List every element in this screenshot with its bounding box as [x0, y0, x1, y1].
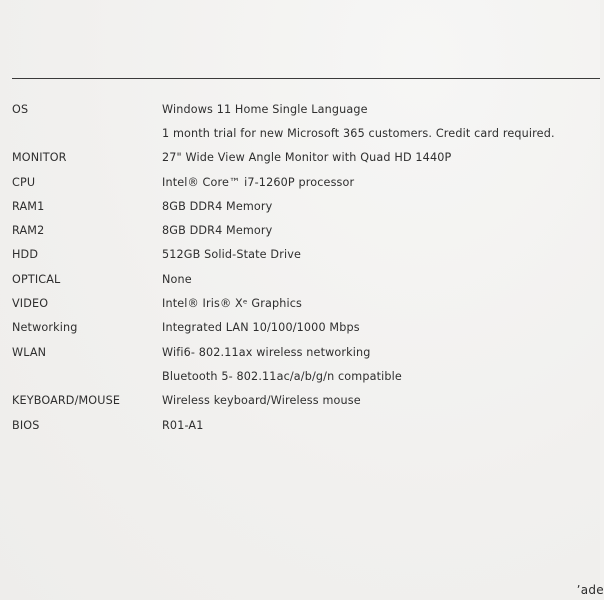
spec-row-hdd	[12, 243, 600, 267]
spec-value: Wifi6- 802.11ax wireless networking	[162, 345, 371, 359]
spec-label: OPTICAL	[12, 272, 61, 286]
spec-row-optical	[12, 267, 600, 291]
spec-value: Intel® Iris® Xᵉ Graphics	[162, 297, 302, 311]
spec-row-monitor	[12, 146, 600, 170]
spec-row-ram2	[12, 218, 600, 242]
spec-label: CPU	[12, 175, 36, 189]
spec-label: MONITOR	[12, 151, 67, 165]
spec-row-networking	[12, 316, 600, 340]
spec-value: R01-A1	[162, 418, 204, 432]
spec-row-bluetooth	[12, 364, 600, 388]
spec-value: None	[162, 272, 192, 286]
spec-row-os-note	[12, 121, 600, 145]
spec-value: Wireless keyboard/Wireless mouse	[162, 394, 361, 408]
spec-value: Integrated LAN 10/100/1000 Mbps	[162, 321, 360, 335]
spec-label: BIOS	[12, 418, 40, 432]
spec-label: Networking	[12, 321, 78, 335]
spec-row-keyboard-mouse	[12, 389, 600, 413]
spec-row-bios	[12, 413, 600, 437]
header-divider	[12, 78, 600, 79]
spec-row-cpu	[12, 170, 600, 194]
footer-text-fragment: ʼade	[576, 583, 604, 597]
spec-value: 512GB Solid-State Drive	[162, 248, 301, 262]
spec-row-wlan	[12, 340, 600, 364]
spec-value: 27" Wide View Angle Monitor with Quad HD 1440P	[162, 151, 452, 165]
spec-label: VIDEO	[12, 297, 49, 311]
spec-table	[12, 97, 600, 437]
spec-label: OS	[12, 102, 29, 116]
spec-value: Bluetooth 5- 802.11ac/a/b/g/n compatible	[162, 369, 402, 383]
spec-row-os	[12, 97, 600, 121]
spec-label: KEYBOARD/MOUSE	[12, 394, 121, 408]
spec-label: RAM2	[12, 224, 45, 238]
spec-label	[12, 121, 162, 145]
spec-row-ram1	[12, 194, 600, 218]
spec-row-video	[12, 291, 600, 315]
spec-value: Intel® Core™ i7-1260P processor	[162, 175, 355, 189]
spec-label	[12, 364, 162, 388]
spec-label: HDD	[12, 248, 39, 262]
spec-label: RAM1	[12, 199, 45, 213]
spec-label: WLAN	[12, 345, 47, 359]
spec-value: Windows 11 Home Single Language	[162, 102, 368, 116]
spec-value: 8GB DDR4 Memory	[162, 224, 273, 238]
spec-value: 8GB DDR4 Memory	[162, 199, 273, 213]
spec-value: 1 month trial for new Microsoft 365 customers. Credit card required.	[162, 126, 555, 140]
